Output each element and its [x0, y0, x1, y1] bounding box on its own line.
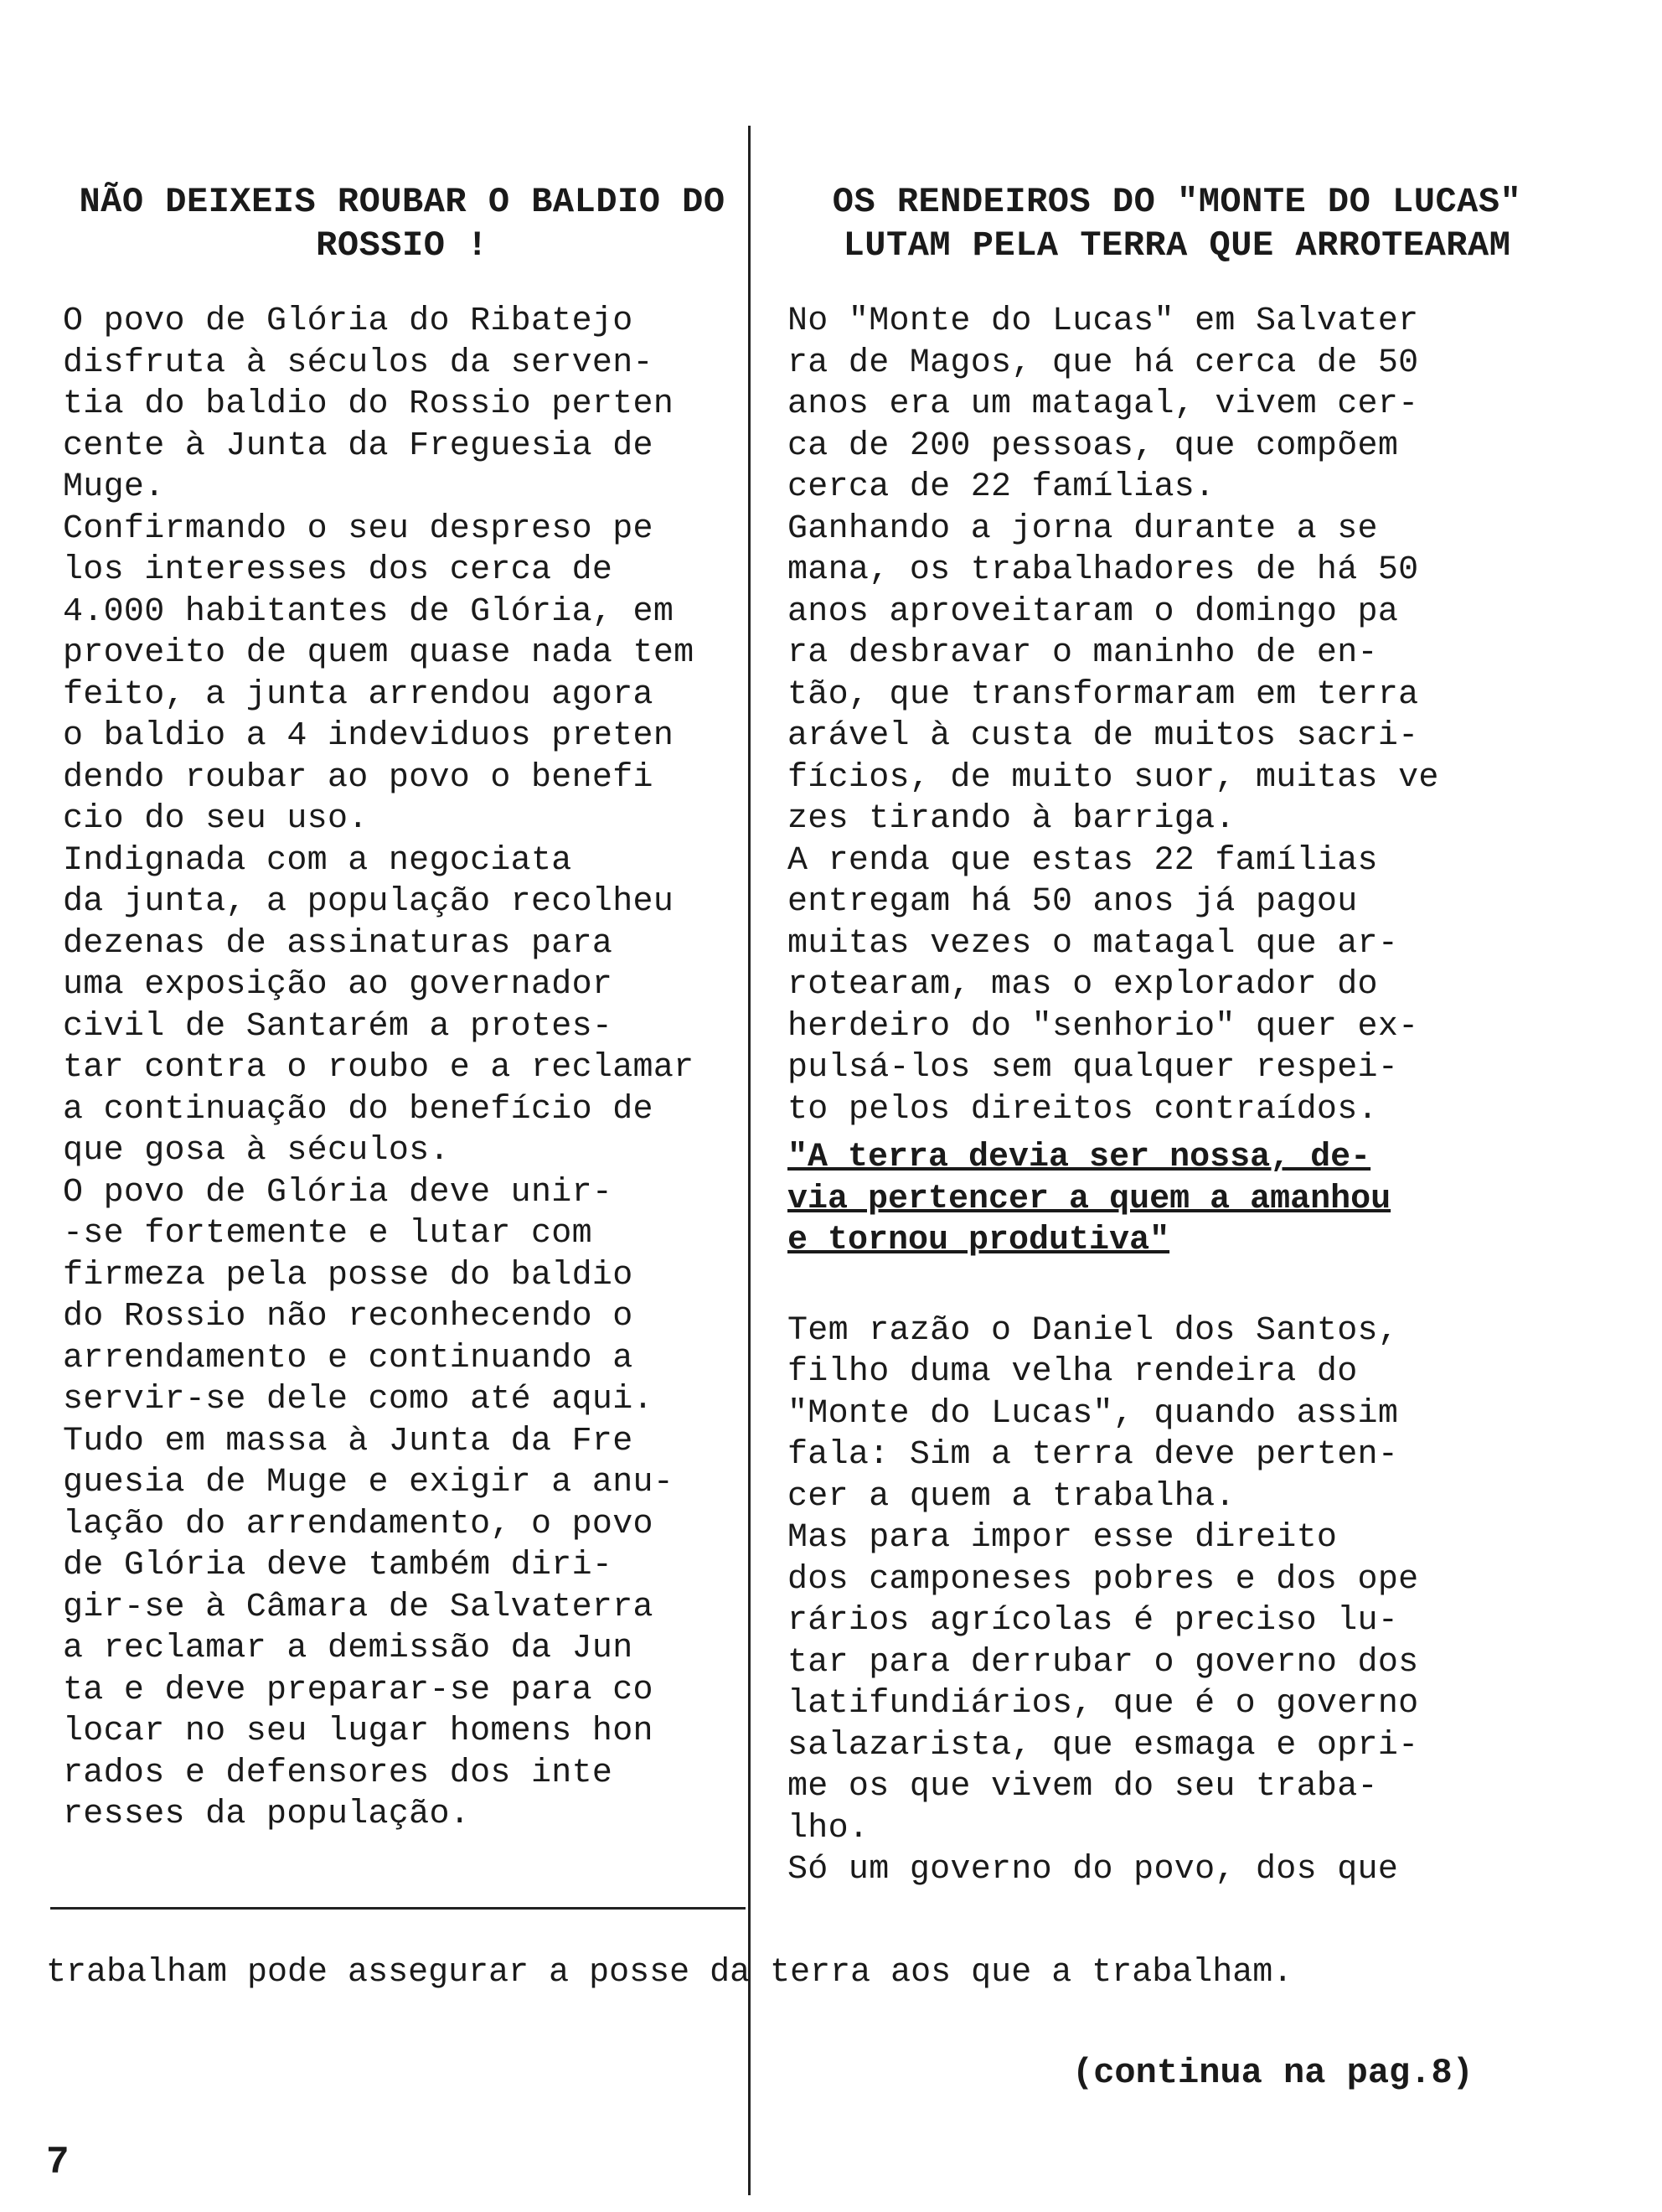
right-headline: OS RENDEIROS DO "MONTE DO LUCAS" LUTAM PELA TERRA QUE ARROTEARAM	[832, 182, 1522, 266]
left-paragraph: O povo de Glória do Ribatejo disfruta à séculos da serven- tia do baldio do Rossio perten cente à Junta da Freguesia de Muge.	[63, 302, 674, 506]
right-paragraph: A renda que estas 22 famílias entregam há 50 anos já pagou muitas vezes o matagal que ar- rotearam, mas o explorador do herdeiro do "senhorio" quer ex- pulsá-los sem qualquer respei- to pelos direitos contraídos.	[787, 841, 1419, 1129]
right-paragraph: Só um governo do povo, dos que	[787, 1851, 1399, 1889]
left-paragraph: Tudo em massa à Junta da Fre guesia de Muge e exigir a anu- lação do arrendamento, o povo de Glória deve também diri- gir-se à Câmara de Salvaterra a reclamar a demissão da Jun ta e deve preparar-se para co locar no seu lugar homens hon rados e defensores dos inte resses da população.	[63, 1422, 674, 1833]
left-paragraph: Indignada com a negociata da junta, a população recolheu dezenas de assinaturas para uma exposição ao governador civil de Santarém a protes- tar contra o roubo e a reclamar a continuação do benefício de que gosa à séculos.	[63, 841, 694, 1170]
spacer	[787, 1262, 1567, 1310]
left-headline: NÃO DEIXEIS ROUBAR O BALDIO DO ROSSIO !	[79, 182, 725, 266]
right-paragraph: Tem razão o Daniel dos Santos, filho duma velha rendeira do "Monte do Lucas", quando assim fala: Sim a terra deve perten- cer a quem a trabalha.	[787, 1311, 1399, 1516]
page-number: 7	[46, 2141, 70, 2184]
left-article	[63, 180, 741, 1836]
right-paragraph: No "Monte do Lucas" em Salvater ra de Magos, que há cerca de 50 anos era um matagal, vivem cer- ca de 200 pessoas, que compõem cerca de 22 famílias.	[787, 302, 1419, 506]
pull-quote: "A terra devia ser nossa, de- via pertencer a quem a amanhou e tornou produtiva"	[787, 1139, 1391, 1259]
closing-line: trabalham pode assegurar a posse da terra aos que a trabalham.	[46, 1954, 1293, 1992]
section-rule	[50, 1907, 746, 1910]
right-article	[787, 180, 1567, 1891]
right-paragraph: Ganhando a jorna durante a se mana, os trabalhadores de há 50 anos aproveitaram o domingo pa ra desbravar o maninho de en- tão, que transformaram em terra arável à custa de muitos sacri- fícios, de muito suor, muitas ve zes tirando à barriga.	[787, 509, 1439, 838]
right-paragraph: Mas para impor esse direito dos camponeses pobres e dos ope rários agrícolas é preciso lu- tar para derrubar o governo dos latifundiários, que é o governo salazarista, que esmaga e opri- me os que vivem do seu traba- lho.	[787, 1519, 1419, 1848]
column-divider	[748, 126, 751, 2195]
left-paragraph: O povo de Glória deve unir- -se fortemente e lutar com firmeza pela posse do baldio do Rossio não reconhecendo o arrendamento e continuando a servir-se dele como até aqui.	[63, 1173, 653, 1419]
left-paragraph: Confirmando o seu despreso pe los interesses dos cerca de 4.000 habitantes de Glória, em proveito de quem quase nada tem feito, a junta arrendou agora o baldio a 4 indeviduos preten dendo roubar ao povo o benefi cio do seu uso.	[63, 509, 694, 838]
continuation-note: (continua na pag.8)	[1072, 2053, 1474, 2093]
